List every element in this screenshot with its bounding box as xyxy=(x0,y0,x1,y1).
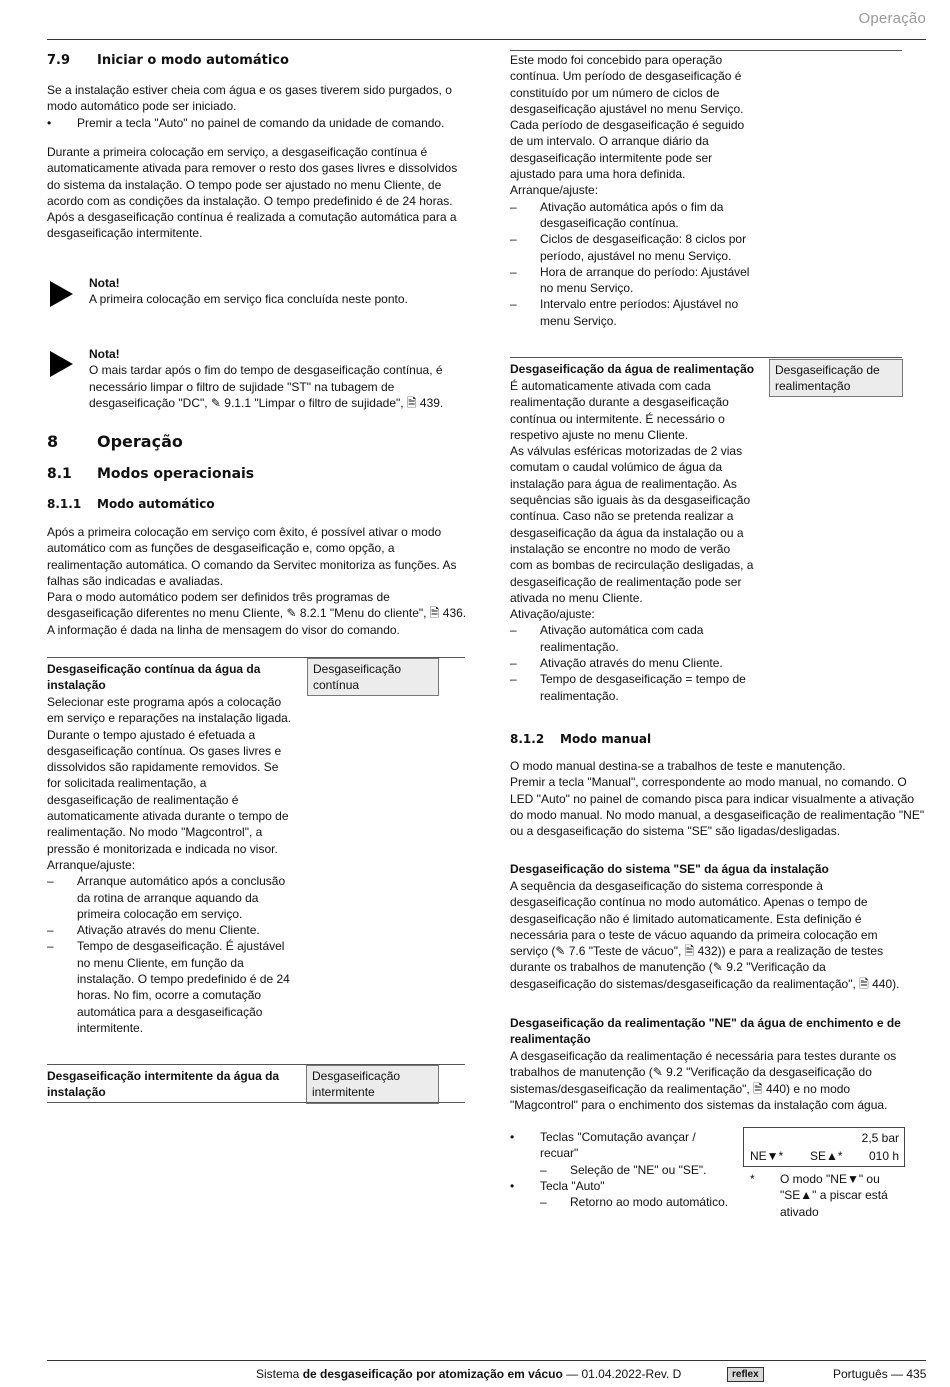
footer-page: Português — 435 xyxy=(833,1367,927,1381)
margin-label: Desgaseificação intermitente xyxy=(306,1065,439,1104)
list-item: – Arranque automático após a conclusão da rotina de arranque aquando da primeira colocação em serviço. xyxy=(47,874,286,921)
margin-label: Desgaseificação contínua xyxy=(307,658,439,696)
note-arrow-icon xyxy=(50,351,73,377)
note-box xyxy=(89,275,459,308)
display-hours: 010 h xyxy=(868,1149,899,1163)
controller-display xyxy=(743,1127,905,1167)
paragraph: Selecionar este programa após a colocação em serviço e reparações na instalação ligada. Durante o tempo ajustado é efetuada a desgaseificação contínua. Os gases livres e dissolvidos são rapidamente removidos. Se for solicitada realimentação, a desgaseificação de realimentação é automaticamente ativada durante o tempo de realimentação. No modo "Magcontrol", a pressão é monitorizada e indicada no visor. xyxy=(47,695,292,856)
paragraph: O modo manual destina-se a trabalhos de teste e manutenção. xyxy=(510,759,846,773)
list-item: – Seleção de "NE" ou "SE". xyxy=(540,1162,707,1177)
paragraph: Se a instalação estiver cheia com água e os gases tiverem sido purgados, o modo automático pode ser iniciado. xyxy=(47,83,452,114)
list-item: – Ativação automática com cada realimentação. xyxy=(510,623,704,654)
paragraph: É automaticamente ativada com cada realimentação durante a desgaseificação contínua ou intermitente. É necessário o respetivo ajuste no menu Cliente. xyxy=(510,379,729,442)
paragraph: A informação é dada na linha de mensagem do visor do comando. xyxy=(47,622,400,637)
subheading: Desgaseificação intermitente da água da instalação xyxy=(47,1069,280,1100)
paragraph: Após a primeira colocação em serviço com êxito, é possível ativar o modo automático com as funções de desgaseificação e, como opção, a realimentação automática. O comando da Servitec monitoriza as funções. As falhas são indicadas e avaliadas. xyxy=(47,525,457,588)
text-block xyxy=(510,52,756,329)
bullet-list xyxy=(47,115,467,131)
note-box xyxy=(89,346,449,411)
paragraph: A sequência da desgaseificação do sistema corresponde à desgaseificação contínua no modo automático. Apenas o tempo de desgaseificação não é limitado automaticamente. Esta definição é necessária para o teste de vácuo aquando da primeira colocação em serviço (✎ 7.6 "Teste de vácuo", 🗎 432)) e para a realização de testes durante os trabalhos de manutenção (✎ 9.2 "Verificação da desgaseificação do sistemas/desgaseificação da realimentação", 🗎 440). xyxy=(510,879,900,991)
text-block xyxy=(47,694,293,1036)
display-pressure: 2,5 bar xyxy=(861,1131,899,1145)
heading-8: 8 Operação xyxy=(47,432,183,451)
dash-list xyxy=(47,873,293,1036)
heading-8-1: 8.1 Modos operacionais xyxy=(47,466,255,482)
right-column-rule xyxy=(510,50,902,51)
note-title: Nota! xyxy=(89,276,120,290)
subheading: Desgaseificação da água de realimentação xyxy=(510,362,755,376)
paragraph-group xyxy=(510,758,928,839)
list-item: – Tempo de desgaseificação = tempo de realimentação. xyxy=(510,672,746,703)
heading-7-9 xyxy=(47,53,289,69)
section-number: 7.9 xyxy=(47,53,71,68)
keys-list xyxy=(510,1129,732,1210)
paragraph: A desgaseificação da realimentação é necessária para testes durante os trabalhos de manutenção (✎ 9.2 "Verificação da desgaseificação do sistemas/desgaseificação da realimentação", 🗎 440) e no modo "Magcontrol" para o enchimento dos sistemas da instalação com água. xyxy=(510,1049,897,1112)
note-arrow-icon xyxy=(50,281,73,307)
subheading: Desgaseificação da realimentação "NE" da água de enchimento e de realimentação xyxy=(510,1016,901,1047)
subheading: Desgaseificação do sistema "SE" da água da instalação xyxy=(510,862,829,876)
list-item: • Teclas "Comutação avançar / recuar" xyxy=(510,1130,696,1161)
footer-doc-title: Sistema de desgaseificação por atomização em vácuo — 01.04.2022-Rev. D xyxy=(256,1367,682,1381)
paragraph: As válvulas esféricas motorizadas de 2 vias comutam o caudal volúmico de água da instalação para água de realimentação. As sequências são iguais às da desgaseificação contínua. Caso não se pretenda realizar a desgaseificação da água da instalação ou a instalação se encontre no modo de verão com as bombas de recirculação desligadas, a desgaseificação de realimentação pode ser ativada no menu Cliente. xyxy=(510,444,754,605)
list-item: – Retorno ao modo automático. xyxy=(540,1195,729,1210)
dash-list xyxy=(510,622,756,703)
intro-block xyxy=(47,82,467,131)
paragraph: Ativação/ajuste: xyxy=(510,607,595,622)
paragraph: Durante a primeira colocação em serviço, a desgaseificação contínua é automaticamente ativada para remover o resto dos gases livres e dissolvidos do sistema da instalação. O tempo pode ser ajustado no menu Cliente, de acordo com as condições da instalação. O tempo predefinido é de 24 horas. Após a desgaseificação contínua é realizada a comutação automática para a desgaseificação intermitente. xyxy=(47,145,458,241)
list-item: – Ativação através do menu Cliente. xyxy=(47,923,260,938)
list-item: • Premir a tecla "Auto" no painel de comando da unidade de comando. xyxy=(47,115,445,130)
note-text: A primeira colocação em serviço fica concluída neste ponto. xyxy=(89,292,408,307)
display-footnote: O modo "NE▼" ou "SE▲" a piscar está ativado xyxy=(780,1172,888,1219)
note-text: O mais tardar após o fim do tempo de desgaseificação contínua, é necessário limpar o filtro de sujidade "ST" na tubagem de desgaseificação "DC", ✎ 9.1.1 "Limpar o filtro de sujidade", 🗎 439. xyxy=(89,363,444,410)
dash-list xyxy=(510,199,756,329)
footnote-marker: * xyxy=(750,1172,755,1186)
paragraph: Este modo foi concebido para operação contínua. Um período de desgaseificação é constituído por um número de ciclos de desgaseificação ajustável no menu Serviço. Cada período de desgaseificação é seguido de um intervalo. O arranque diário da desgaseificação intermitente pode ser ajustado para uma hora definida. xyxy=(510,53,745,182)
paragraph: Para o modo automático podem ser definidos três programas de desgaseificação diferentes no menu Cliente, ✎ 8.2.1 "Menu do cliente", 🗎 436. xyxy=(47,590,467,621)
section-rule xyxy=(510,357,902,358)
list-item: – Ativação através do menu Cliente. xyxy=(510,656,723,671)
reflex-logo: reflex xyxy=(727,1367,764,1382)
note-title: Nota! xyxy=(89,347,120,361)
list-item: – Tempo de desgaseificação. É ajustável no menu Cliente, em função da instalação. O tempo predefinido é de 24 horas. No fim, ocorre a comutação automática para a desgaseificação intermitente. xyxy=(47,939,290,1035)
paragraph: Arranque/ajuste: xyxy=(47,857,136,872)
section-title: Iniciar o modo automático xyxy=(97,53,289,68)
running-header: Operação xyxy=(858,10,926,27)
list-item: – Intervalo entre períodos: Ajustável no menu Serviço. xyxy=(510,297,739,328)
header-rule xyxy=(47,39,926,40)
paragraph: Arranque/ajuste: xyxy=(510,183,599,198)
list-item: – Hora de arranque do período: Ajustável no menu Serviço. xyxy=(510,264,750,296)
heading-8-1-2: 8.1.2 Modo manual xyxy=(510,732,652,746)
display-ne: NE▼* xyxy=(750,1149,784,1163)
subheading: Desgaseificação contínua da água da instalação xyxy=(47,662,261,693)
text-block xyxy=(510,378,756,704)
heading-8-1-1: 8.1.1 Modo automático xyxy=(47,497,215,511)
margin-label: Desgaseificação de realimentação xyxy=(769,359,903,397)
paragraph-group xyxy=(47,524,467,638)
list-item: • Tecla "Auto" xyxy=(510,1178,605,1193)
section-rule xyxy=(47,1102,465,1103)
footer-rule xyxy=(47,1360,926,1361)
display-se: SE▲* xyxy=(810,1149,843,1163)
list-item: – Ativação automática após o fim da desgaseificação contínua. xyxy=(510,199,724,230)
list-item: – Ciclos de desgaseificação: 8 ciclos por período, ajustável no menu Serviço. xyxy=(510,232,747,263)
paragraph: Premir a tecla "Manual", correspondente ao modo manual, no comando. O LED "Auto" no painel de comando pisca para indicar visualmente a ativação do modo manual. No modo manual, a desgaseificação de realimentação "NE" ou a desgaseificação do sistema "SE" são ligadas/desligadas. xyxy=(510,775,925,839)
